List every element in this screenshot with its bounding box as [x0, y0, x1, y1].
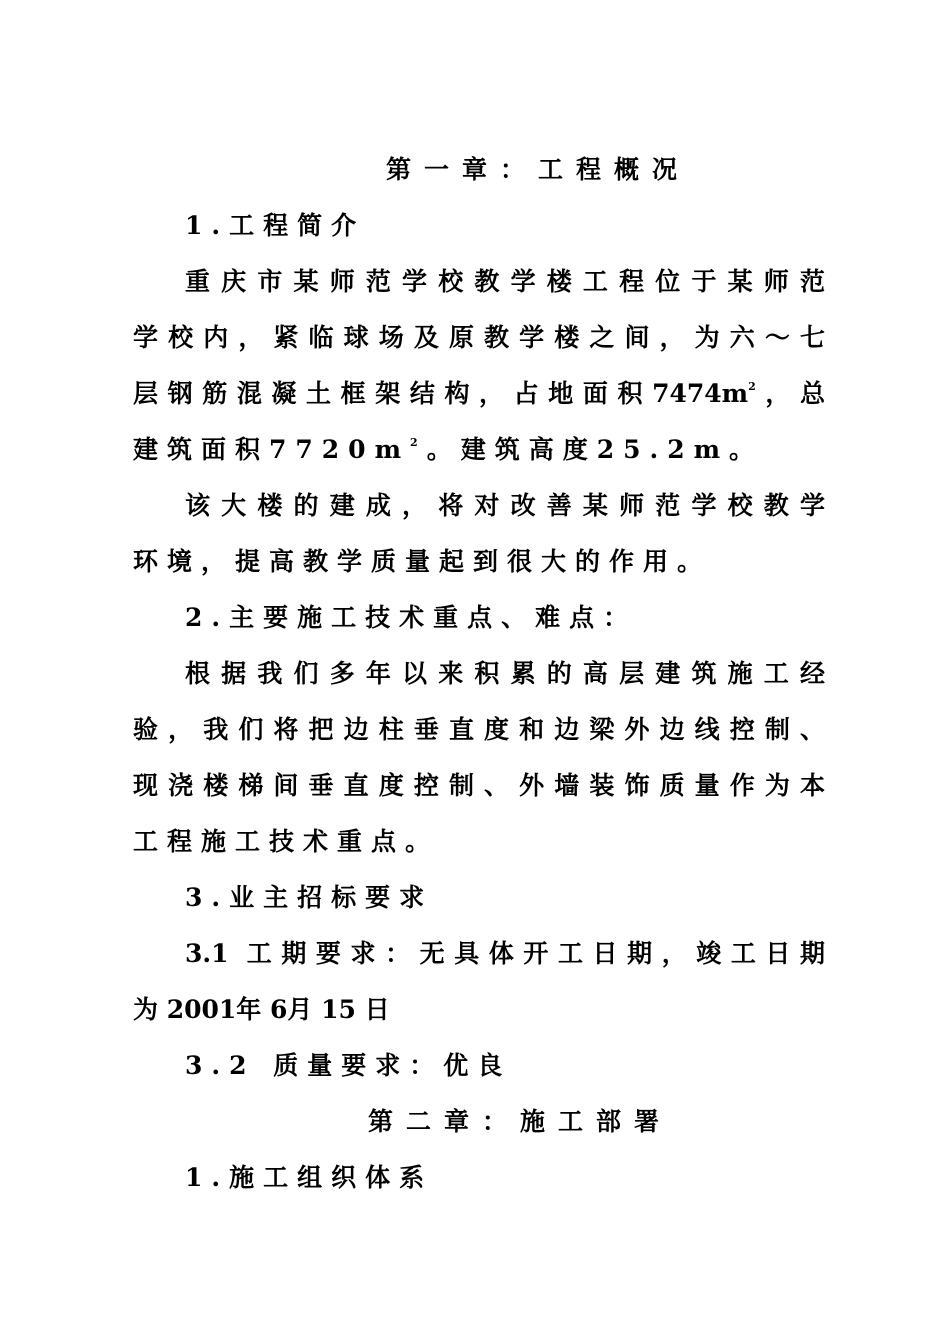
para-1-line-4-tail: 。建筑高度25.2m。: [426, 435, 764, 464]
para-2-line-2: 环境，提高教学质量起到很大的作用。: [133, 547, 712, 576]
item-3-1-line-1: 3.1 工期要求：无具体开工日期，竣工日期: [185, 939, 825, 968]
para-2-line-1: 该大楼的建成，将对改善某师范学校教学: [185, 491, 825, 520]
section-3-title: 3.业主招标要求: [185, 883, 434, 912]
para-1-line-2: 学校内，紧临球场及原教学楼之间，为六～七: [133, 323, 825, 352]
para-3-line-4: 工程施工技术重点。: [133, 827, 440, 856]
chapter-1-heading: 第一章：工程概况: [386, 155, 691, 184]
para-1-line-4: [133, 430, 763, 470]
item-3-2: 3.2 质量要求：优良: [185, 1051, 512, 1080]
para-1-line-3-text: 层钢筋混凝土框架结构，占地面积7474m: [133, 379, 749, 408]
item-3-1-line-2: 为 2001年 6月 15 日: [133, 995, 390, 1024]
superscript-2: 2: [410, 436, 427, 449]
section-2-title: 2.主要施工技术重点、难点：: [185, 603, 638, 632]
section-1-title: 1.工程简介: [185, 211, 366, 240]
para-1-line-4-text: 建筑面积7720m: [133, 435, 411, 464]
para-1-line-3: [133, 374, 825, 414]
chapter-2-section-1-title: 1.施工组织体系: [185, 1163, 434, 1192]
para-1-line-3-tail: ，总: [755, 379, 825, 408]
superscript-2: 2: [748, 380, 756, 393]
para-1-line-1: 重庆市某师范学校教学楼工程位于某师范: [185, 267, 825, 296]
para-3-line-1: 根据我们多年以来积累的高层建筑施工经: [185, 659, 825, 688]
chapter-2-heading: 第二章：施工部署: [368, 1107, 673, 1136]
para-3-line-2: 验，我们将把边柱垂直度和边梁外边线控制、: [133, 715, 825, 744]
para-3-line-3: 现浇楼梯间垂直度控制、外墙装饰质量作为本: [133, 771, 825, 800]
